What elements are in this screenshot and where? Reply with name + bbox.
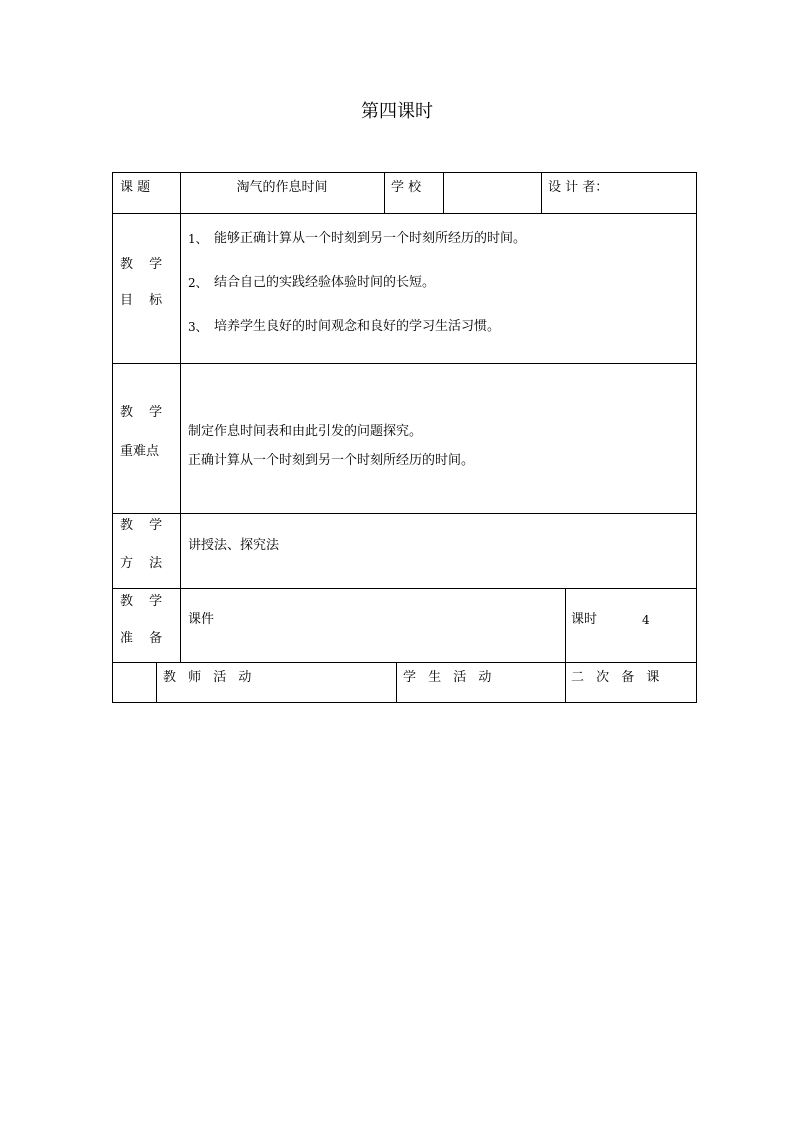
col-divider [180,172,181,662]
col-divider [156,662,157,703]
topic-label: 课 题 [120,180,151,195]
topic-value: 淘气的作息时间 [236,180,328,195]
teacher-activity-header: 教 师 活 动 [163,670,256,685]
col-divider [541,172,542,213]
preparation-value: 课件 [188,612,215,627]
preparation-label-line1: 教 学 [120,594,169,609]
row-divider [112,662,697,663]
keypoints-label-line1: 教 学 [120,405,169,420]
student-activity-header: 学 生 活 动 [403,670,496,685]
method-label-line1: 教 学 [120,518,169,533]
class-hours-value: 4 [642,613,650,627]
keypoints-label-line2: 重难点 [120,444,160,459]
objectives-label-line1: 教 学 [120,257,169,272]
row-divider [112,588,697,589]
row-divider [112,213,697,214]
objective-number: 2、 [188,276,208,290]
col-divider [384,172,385,213]
keypoint-line: 制定作息时间表和由此引发的问题探究。 [188,424,423,439]
second-prep-header: 二 次 备 课 [571,670,664,685]
preparation-label-line2: 准 备 [120,631,169,646]
page-title: 第四课时 [361,101,433,122]
school-label: 学 校 [391,180,422,195]
row-divider [112,363,697,364]
designer-label: 设 计 者： [548,180,609,195]
objective-text: 能够正确计算从一个时刻到另一个时刻所经历的时间。 [214,231,527,246]
keypoint-line: 正确计算从一个时刻到另一个时刻所经历的时间。 [188,453,475,468]
col-divider [565,588,566,662]
objective-text: 培养学生良好的时间观念和良好的学习生活习惯。 [214,319,501,334]
col-divider [396,662,397,703]
objective-number: 1、 [188,232,208,246]
method-label-line2: 方 法 [120,556,169,571]
col-divider [443,172,444,213]
method-value: 讲授法、探究法 [188,538,280,553]
objectives-label-line2: 目 标 [120,293,169,308]
objective-text: 结合自己的实践经验体验时间的长短。 [214,275,436,290]
row-divider [112,513,697,514]
objective-number: 3、 [188,320,208,334]
col-divider [565,662,566,703]
class-hours-label: 课时 [571,612,598,627]
